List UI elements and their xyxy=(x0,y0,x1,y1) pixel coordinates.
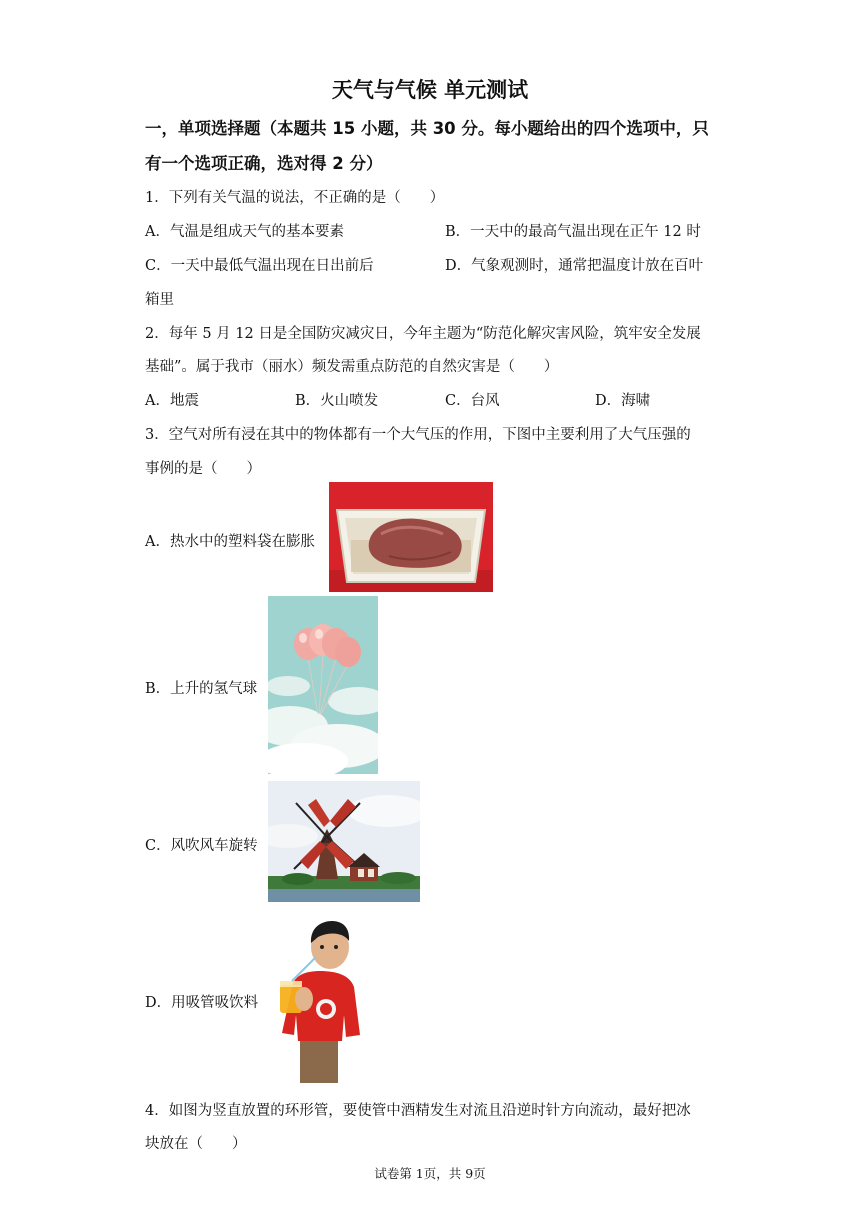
q2-stem-line-1: 2．每年 5 月 12 日是全国防灾减灾日，今年主题为“防范化解灾害风险，筑牢安全发展 xyxy=(145,326,701,342)
q3-option-b: B．上升的氢气球 xyxy=(145,681,258,697)
q3-option-d: D．用吸管吸饮料 xyxy=(145,995,259,1011)
q2-option-b: B．火山喷发 xyxy=(295,393,379,409)
q1-option-d-continued: 箱里 xyxy=(145,292,174,308)
q2-option-d: D．海啸 xyxy=(595,393,651,409)
q4-stem-line-1: 4．如图为竖直放置的环形管，要使管中酒精发生对流且沿逆时针方向流动，最好把冰 xyxy=(145,1103,691,1119)
page-footer: 试卷第 1页，共 9页 xyxy=(374,1166,486,1181)
section-heading xyxy=(145,111,725,181)
q1-option-a: A．气温是组成天气的基本要素 xyxy=(145,224,344,240)
q3-stem-line-2: 事例的是（ ） xyxy=(145,461,261,477)
section-heading-line-2: 有一个选项正确，选对得 2 分） xyxy=(145,154,383,173)
q1-option-c: C．一天中最低气温出现在日出前后 xyxy=(145,258,374,274)
q1-stem: 1．下列有关气温的说法，不正确的是（ ） xyxy=(145,190,445,206)
q2-option-c: C．台风 xyxy=(445,393,500,409)
q4-stem-line-2: 块放在（ ） xyxy=(145,1136,247,1152)
q3-option-c: C．风吹风车旋转 xyxy=(145,838,258,854)
boy-drinking-with-straw-image xyxy=(270,915,366,1083)
q1-option-b: B．一天中的最高气温出现在正午 12 时 xyxy=(445,224,701,240)
q3-option-a: A．热水中的塑料袋在膨胀 xyxy=(145,534,315,550)
balloons-in-sky-image xyxy=(268,596,378,774)
page-title: 天气与气候 单元测试 xyxy=(331,78,529,102)
section-heading-line-1: 一，单项选择题（本题共 15 小题，共 30 分。每小题给出的四个选项中，只 xyxy=(145,119,709,138)
q2-stem-line-2: 基础”。属于我市（丽水）频发需重点防范的自然灾害是（ ） xyxy=(145,359,559,375)
plastic-bag-in-hot-water-image xyxy=(329,482,493,592)
q1-option-d: D．气象观测时，通常把温度计放在百叶 xyxy=(445,258,704,274)
q3-stem-line-1: 3．空气对所有浸在其中的物体都有一个大气压的作用，下图中主要利用了大气压强的 xyxy=(145,427,691,443)
q2-option-a: A．地震 xyxy=(145,393,199,409)
windmill-image xyxy=(268,781,420,902)
